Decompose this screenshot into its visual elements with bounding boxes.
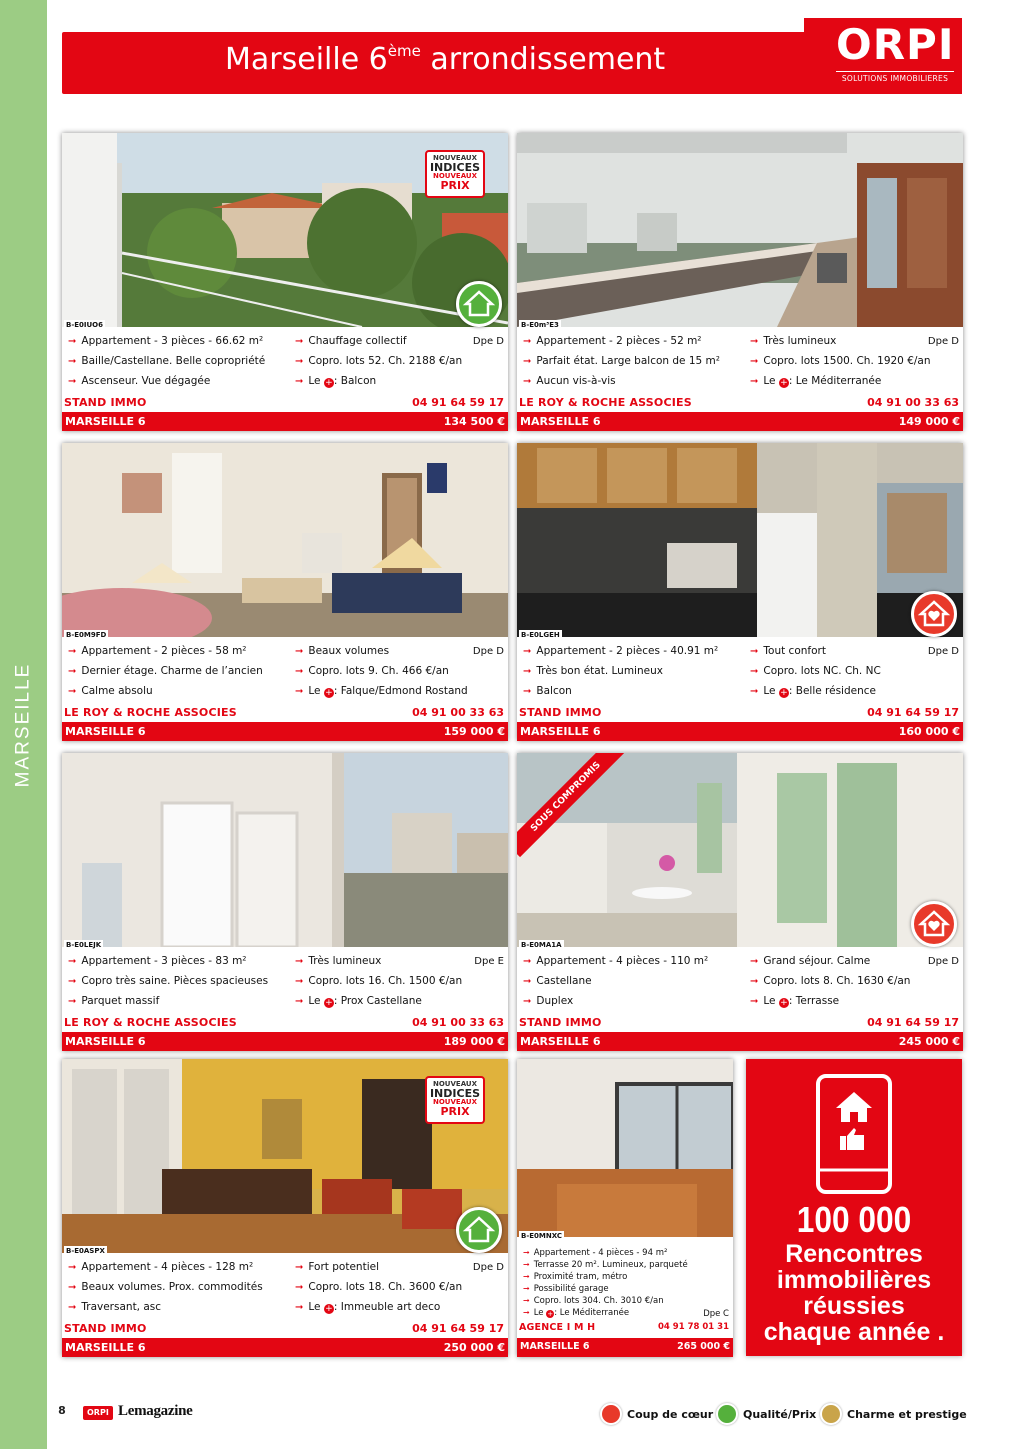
feature-line: ➞ Très bon état. Lumineux	[523, 665, 663, 677]
listing-price: 189 000 €	[443, 1035, 505, 1048]
feature-line: ➞ Très lumineux	[295, 955, 382, 967]
listing-city: MARSEILLE 6	[65, 415, 146, 428]
page-number: 8	[53, 1402, 71, 1420]
listing-ref: B-E0ASPX	[66, 1247, 105, 1255]
feature-line: ➞ Copro. lots NC. Ch. NC	[750, 665, 881, 677]
listing-city: MARSEILLE 6	[65, 1035, 146, 1048]
agency-name[interactable]: LE ROY & ROCHE ASSOCIES	[64, 1016, 237, 1029]
plus-icon: +	[547, 1310, 554, 1318]
agency-phone[interactable]: 04 91 00 33 63	[412, 706, 504, 719]
feature-line: ➞ Parquet massif	[68, 995, 160, 1007]
listing-ref: B-E0MA1A	[521, 941, 562, 949]
badge-line: NOUVEAUX	[433, 154, 477, 162]
nouveaux-prix-badge	[425, 1076, 485, 1124]
price-bar	[62, 412, 508, 431]
legend-label: Coup de cœur	[627, 1407, 714, 1421]
listing-ref: B-E0IUO6	[66, 321, 104, 329]
listing-ref: B-E0M9FD	[66, 631, 107, 639]
promo-text	[746, 1241, 962, 1345]
plus-icon: +	[325, 1304, 333, 1314]
agency-phone[interactable]: 04 91 64 59 17	[867, 1016, 959, 1029]
magazine-name: Lemagazine	[118, 1403, 193, 1419]
feature-line: ➞ Dernier étage. Charme de l’ancien	[68, 665, 263, 677]
listing-card[interactable]	[517, 443, 963, 741]
promo-box[interactable]	[746, 1059, 962, 1356]
promo-line: chaque année .	[763, 1318, 945, 1346]
feature-line: ➞ Beaux volumes	[295, 645, 390, 657]
qualite-prix-icon	[716, 1403, 738, 1425]
agency-phone[interactable]: 04 91 64 59 17	[412, 1322, 504, 1335]
listing-price: 149 000 €	[898, 415, 960, 428]
badge-line: INDICES	[429, 161, 481, 174]
listing-city: MARSEILLE 6	[520, 725, 601, 738]
agency-name[interactable]: STAND IMMO	[64, 396, 147, 409]
qualite-prix-icon	[456, 281, 502, 327]
agency-phone[interactable]: 04 91 00 33 63	[412, 1016, 504, 1029]
feature-line: ➞ Copro. lots 1500. Ch. 1920 €/an	[750, 355, 931, 367]
feature-plus-line: ➞ Le +: Prox Castellane	[295, 995, 422, 1008]
price-bar	[62, 722, 508, 741]
agency-name[interactable]: STAND IMMO	[519, 706, 602, 719]
plus-icon: +	[780, 688, 788, 698]
legend-coup-de-coeur	[600, 1403, 713, 1425]
sous-compromis-ribbon: SOUS COMPROMIS	[517, 753, 626, 857]
page-title-main: Marseille 6	[225, 42, 388, 77]
feature-line: ➞ Copro. lots 304. Ch. 3010 €/an	[523, 1296, 664, 1306]
feature-line: ➞ Appartement - 3 pièces - 66.62 m²	[68, 335, 264, 347]
listing-city: MARSEILLE 6	[520, 415, 601, 428]
feature-line: ➞ Ascenseur. Vue dégagée	[68, 375, 211, 387]
badge-line: NOUVEAUX	[433, 172, 477, 180]
feature-line: ➞ Appartement - 2 pièces - 40.91 m²	[523, 645, 719, 657]
feature-line: ➞ Copro. lots 16. Ch. 1500 €/an	[295, 975, 463, 987]
coup-de-coeur-icon	[600, 1403, 622, 1425]
dpe-rating: Dpe D	[472, 336, 504, 347]
listing-price: 245 000 €	[898, 1035, 960, 1048]
feature-line: ➞ Copro. lots 9. Ch. 466 €/an	[295, 665, 449, 677]
dpe-rating: Dpe D	[927, 336, 959, 347]
listing-price: 134 500 €	[443, 415, 505, 428]
feature-line: ➞ Copro. lots 8. Ch. 1630 €/an	[750, 975, 911, 987]
feature-line: ➞ Aucun vis-à-vis	[523, 375, 616, 387]
badge-line: NOUVEAUX	[433, 1080, 477, 1088]
listing-price: 265 000 €	[677, 1341, 730, 1352]
feature-line: ➞ Appartement - 2 pièces - 58 m²	[68, 645, 247, 657]
feature-line: ➞ Calme absolu	[68, 685, 153, 697]
price-bar	[517, 1338, 733, 1357]
agency-name[interactable]: STAND IMMO	[64, 1322, 147, 1335]
plus-icon: +	[780, 998, 788, 1008]
listing-ref: B-E0LGEH	[521, 631, 560, 639]
listing-city: MARSEILLE 6	[65, 1341, 146, 1354]
feature-line: ➞ Appartement - 2 pièces - 52 m²	[523, 335, 702, 347]
feature-line: ➞ Appartement - 4 pièces - 110 m²	[523, 955, 709, 967]
listing-city: MARSEILLE 6	[65, 725, 146, 738]
listing-card[interactable]	[517, 1059, 733, 1357]
nouveaux-prix-badge	[425, 150, 485, 198]
feature-line: ➞ Terrasse 20 m². Lumineux, parqueté	[523, 1260, 688, 1270]
agency-name[interactable]: LE ROY & ROCHE ASSOCIES	[519, 396, 692, 409]
feature-plus-line: ➞ Le +: Le Méditerranée	[523, 1308, 630, 1318]
listing-price: 160 000 €	[898, 725, 960, 738]
agency-name[interactable]: STAND IMMO	[519, 1016, 602, 1029]
price-bar	[517, 1032, 963, 1051]
orpi-logo[interactable]: ORPI	[836, 20, 955, 69]
listing-photo	[62, 443, 508, 637]
badge-line: PRIX	[440, 1105, 470, 1118]
badge-line: PRIX	[440, 179, 470, 192]
listing-card[interactable]	[62, 133, 508, 431]
feature-plus-line: ➞ Le +: Le Méditerranée	[750, 375, 882, 388]
feature-line: ➞ Très lumineux	[750, 335, 837, 347]
page-title	[225, 42, 665, 77]
agency-phone[interactable]: 04 91 64 59 17	[412, 396, 504, 409]
feature-plus-line: ➞ Le +: Immeuble art deco	[295, 1301, 441, 1314]
plus-icon: +	[325, 378, 333, 388]
feature-line: ➞ Copro. lots 18. Ch. 3600 €/an	[295, 1281, 463, 1293]
sidebar-label: MARSEILLE	[12, 662, 33, 788]
feature-line: ➞ Balcon	[523, 685, 572, 697]
listing-photo	[62, 753, 508, 947]
listing-card[interactable]	[62, 1059, 508, 1357]
plus-icon: +	[325, 998, 333, 1008]
agency-name[interactable]: LE ROY & ROCHE ASSOCIES	[64, 706, 237, 719]
feature-plus-line: ➞ Le +: Terrasse	[750, 995, 840, 1008]
dpe-rating: Dpe E	[474, 956, 504, 967]
dpe-rating: Dpe C	[703, 1309, 729, 1319]
feature-line: ➞ Fort potentiel	[295, 1261, 379, 1273]
page-title-rest: arrondissement	[420, 42, 666, 77]
dpe-rating: Dpe D	[472, 1262, 504, 1273]
badge-line: INDICES	[429, 1087, 481, 1100]
legend-label: Charme et prestige	[847, 1407, 967, 1421]
listing-card[interactable]	[517, 753, 963, 1051]
dpe-rating: Dpe D	[927, 956, 959, 967]
price-bar	[62, 1338, 508, 1357]
plus-icon: +	[780, 378, 788, 388]
listing-city: MARSEILLE 6	[520, 1341, 590, 1352]
listing-photo	[517, 1059, 733, 1237]
listing-card[interactable]	[517, 133, 963, 431]
feature-line: ➞ Appartement - 4 pièces - 94 m²	[523, 1248, 668, 1258]
plus-icon: +	[325, 688, 333, 698]
orpi-logo-tagline: SOLUTIONS IMMOBILIERES	[836, 71, 954, 83]
legend-qualite-prix	[716, 1403, 816, 1425]
agency-name[interactable]: AGENCE I M H	[519, 1322, 596, 1333]
listing-price: 250 000 €	[443, 1341, 505, 1354]
promo-number: 100 000	[796, 1199, 912, 1240]
feature-plus-line: ➞ Le +: Falque/Edmond Rostand	[295, 685, 468, 698]
listing-card[interactable]	[62, 753, 508, 1051]
coup-de-coeur-icon	[911, 901, 957, 947]
listing-ref: B-E0LEJK	[66, 941, 102, 949]
agency-phone[interactable]: 04 91 78 01 31	[658, 1322, 729, 1332]
listing-city: MARSEILLE 6	[520, 1035, 601, 1048]
promo-line: immobilières	[776, 1266, 932, 1294]
feature-line: ➞ Tout confort	[750, 645, 826, 657]
listing-price: 159 000 €	[443, 725, 505, 738]
feature-line: ➞ Traversant, asc	[68, 1301, 162, 1313]
listing-ref: B-E0m³E3	[521, 321, 559, 329]
charme-prestige-icon	[820, 1403, 842, 1425]
dpe-rating: Dpe D	[472, 646, 504, 657]
qualite-prix-icon	[456, 1207, 502, 1253]
smartphone-icon	[816, 1074, 892, 1194]
page-title-sup: ème	[387, 42, 421, 60]
feature-line: ➞ Proximité tram, métro	[523, 1272, 628, 1282]
price-bar	[62, 1032, 508, 1051]
feature-plus-line: ➞ Le +: Belle résidence	[750, 685, 876, 698]
feature-line: ➞ Chauffage collectif	[295, 335, 407, 347]
price-bar	[517, 722, 963, 741]
coup-de-coeur-icon	[911, 591, 957, 637]
listing-photo	[517, 133, 963, 327]
sidebar-label-wrap	[3, 660, 43, 790]
sidebar	[0, 0, 47, 1449]
footer-orpi-logo: ORPI	[83, 1406, 113, 1420]
legend-label: Qualité/Prix	[743, 1407, 817, 1421]
listing-card[interactable]	[62, 443, 508, 741]
feature-line: ➞ Appartement - 4 pièces - 128 m²	[68, 1261, 254, 1273]
feature-line: ➞ Grand séjour. Calme	[750, 955, 871, 967]
legend-charme-prestige	[820, 1403, 967, 1425]
feature-line: ➞ Appartement - 3 pièces - 83 m²	[68, 955, 247, 967]
feature-line: ➞ Copro. lots 52. Ch. 2188 €/an	[295, 355, 463, 367]
feature-line: ➞ Duplex	[523, 995, 574, 1007]
feature-line: ➞ Castellane	[523, 975, 592, 987]
listing-photo	[517, 443, 963, 637]
dpe-rating: Dpe D	[927, 646, 959, 657]
promo-line: réussies	[803, 1292, 905, 1320]
feature-line: ➞ Possibilité garage	[523, 1284, 609, 1294]
feature-line: ➞ Parfait état. Large balcon de 15 m²	[523, 355, 720, 367]
agency-phone[interactable]: 04 91 64 59 17	[867, 706, 959, 719]
feature-line: ➞ Baille/Castellane. Belle copropriété	[68, 355, 266, 367]
badge-line: NOUVEAUX	[433, 1098, 477, 1106]
feature-line: ➞ Copro très saine. Pièces spacieuses	[68, 975, 269, 987]
promo-line: Rencontres	[785, 1240, 923, 1268]
listing-ref: B-E0MNXC	[521, 1232, 563, 1240]
price-bar	[517, 412, 963, 431]
feature-line: ➞ Beaux volumes. Prox. commodités	[68, 1281, 263, 1293]
agency-phone[interactable]: 04 91 00 33 63	[867, 396, 959, 409]
feature-plus-line: ➞ Le +: Balcon	[295, 375, 377, 388]
